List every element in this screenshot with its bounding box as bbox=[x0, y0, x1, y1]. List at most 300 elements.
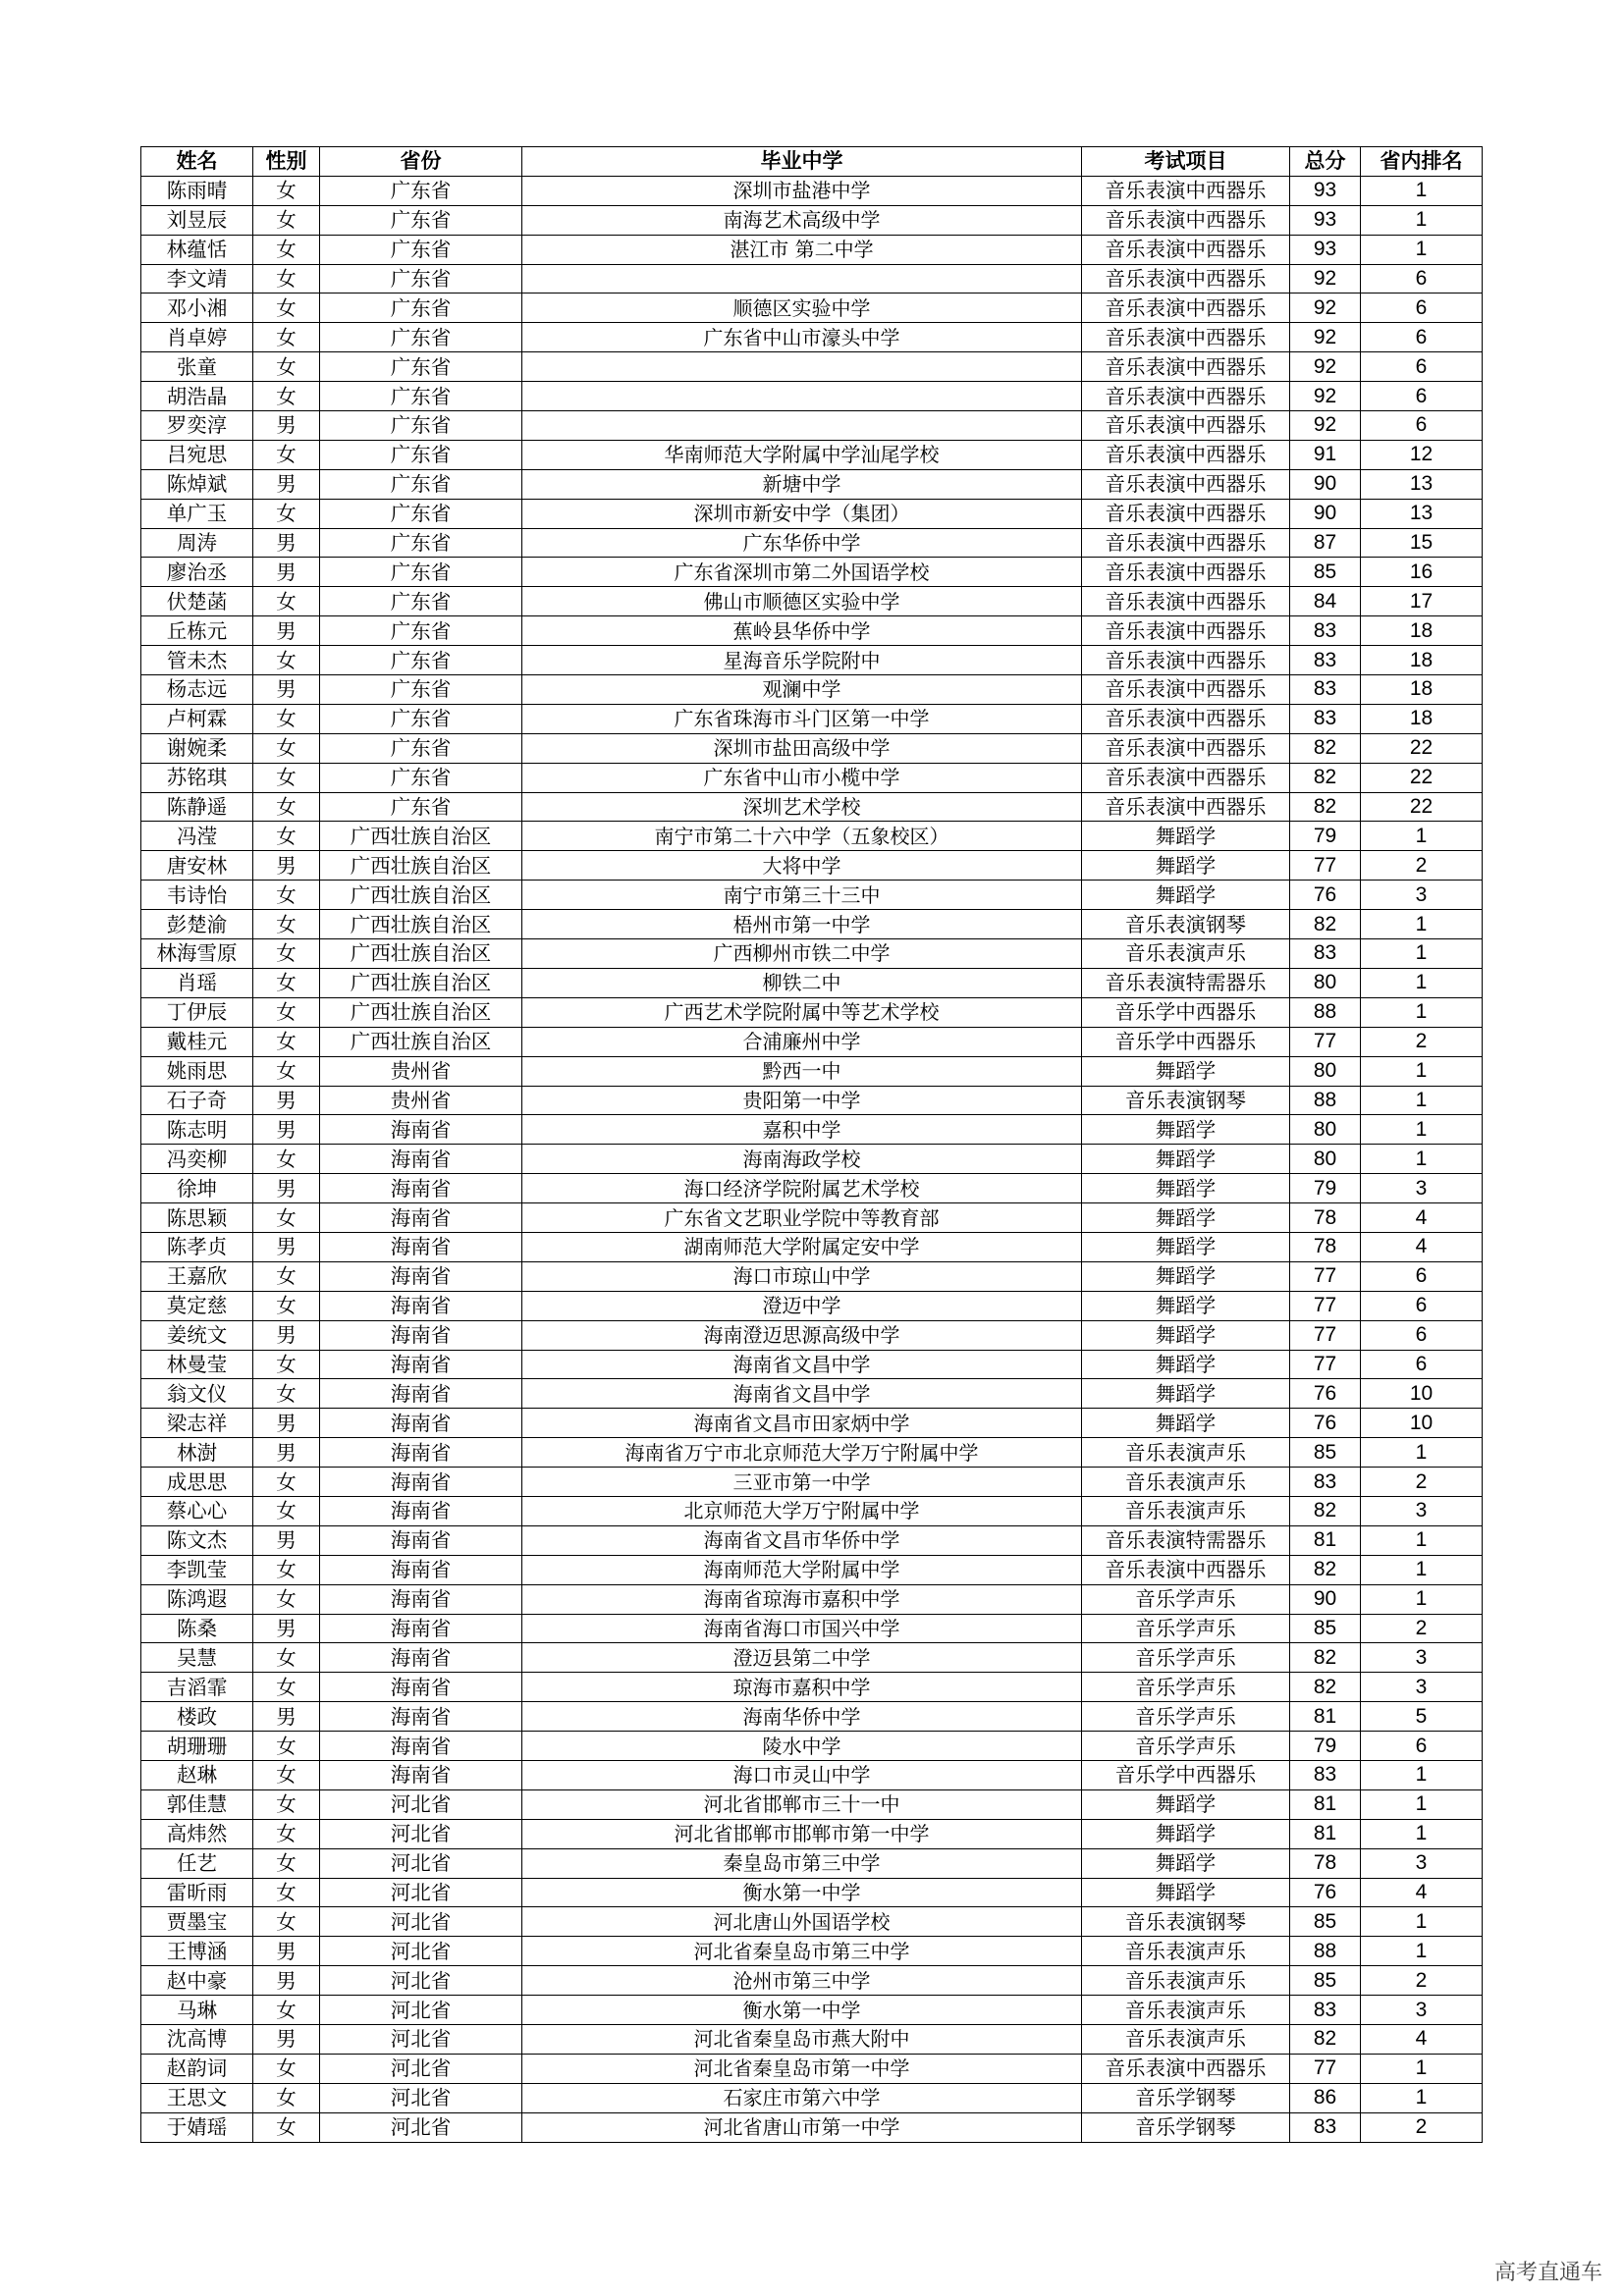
cell-province: 河北省 bbox=[320, 1848, 522, 1878]
cell-exam-subject: 音乐表演中西器乐 bbox=[1082, 587, 1290, 616]
table-row bbox=[141, 1760, 1483, 1789]
cell-school: 广东省中山市小榄中学 bbox=[522, 763, 1082, 792]
table-row bbox=[141, 1819, 1483, 1848]
cell-name: 陈思颖 bbox=[141, 1203, 253, 1233]
table-row bbox=[141, 2054, 1483, 2083]
table-row bbox=[141, 440, 1483, 469]
cell-province: 河北省 bbox=[320, 2025, 522, 2055]
cell-school: 海南省文昌中学 bbox=[522, 1350, 1082, 1379]
cell-province: 河北省 bbox=[320, 1996, 522, 2025]
cell-province-rank: 1 bbox=[1361, 1907, 1483, 1937]
cell-total-score: 83 bbox=[1290, 616, 1361, 646]
cell-province-rank: 3 bbox=[1361, 1673, 1483, 1702]
cell-school: 新塘中学 bbox=[522, 469, 1082, 499]
header-row bbox=[141, 147, 1483, 177]
cell-gender: 女 bbox=[253, 1291, 320, 1320]
cell-gender: 女 bbox=[253, 294, 320, 323]
cell-exam-subject: 音乐表演中西器乐 bbox=[1082, 499, 1290, 528]
cell-gender: 女 bbox=[253, 763, 320, 792]
cell-province-rank: 3 bbox=[1361, 1496, 1483, 1525]
cell-province: 河北省 bbox=[320, 1966, 522, 1996]
cell-gender: 女 bbox=[253, 1584, 320, 1614]
cell-total-score: 81 bbox=[1290, 1702, 1361, 1732]
table-row bbox=[141, 1203, 1483, 1233]
cell-name: 冯奕柳 bbox=[141, 1145, 253, 1174]
cell-province-rank: 1 bbox=[1361, 1115, 1483, 1145]
cell-province-rank: 6 bbox=[1361, 411, 1483, 441]
cell-gender: 男 bbox=[253, 2025, 320, 2055]
cell-province-rank: 22 bbox=[1361, 763, 1483, 792]
cell-province-rank: 4 bbox=[1361, 1232, 1483, 1261]
cell-exam-subject: 音乐表演特需器乐 bbox=[1082, 968, 1290, 997]
cell-school: 湛江市 第二中学 bbox=[522, 235, 1082, 264]
cell-gender: 男 bbox=[253, 1174, 320, 1203]
cell-province-rank: 6 bbox=[1361, 1320, 1483, 1350]
table-row bbox=[141, 968, 1483, 997]
cell-province: 海南省 bbox=[320, 1115, 522, 1145]
cell-province-rank: 3 bbox=[1361, 1996, 1483, 2025]
cell-total-score: 77 bbox=[1290, 1320, 1361, 1350]
table-row bbox=[141, 910, 1483, 939]
table-row bbox=[141, 2112, 1483, 2142]
table-row bbox=[141, 1966, 1483, 1996]
cell-province-rank: 6 bbox=[1361, 382, 1483, 411]
cell-province: 海南省 bbox=[320, 1409, 522, 1438]
cell-total-score: 78 bbox=[1290, 1203, 1361, 1233]
cell-school: 华南师范大学附属中学汕尾学校 bbox=[522, 440, 1082, 469]
cell-province: 广东省 bbox=[320, 352, 522, 382]
table-row bbox=[141, 1115, 1483, 1145]
cell-school: 河北唐山外国语学校 bbox=[522, 1907, 1082, 1937]
cell-total-score: 82 bbox=[1290, 1496, 1361, 1525]
cell-exam-subject: 音乐表演中西器乐 bbox=[1082, 792, 1290, 822]
cell-province-rank: 2 bbox=[1361, 851, 1483, 881]
cell-school: 河北省秦皇岛市第一中学 bbox=[522, 2054, 1082, 2083]
table-row bbox=[141, 1525, 1483, 1555]
cell-total-score: 79 bbox=[1290, 1174, 1361, 1203]
cell-province-rank: 1 bbox=[1361, 1789, 1483, 1819]
cell-school: 沧州市第三中学 bbox=[522, 1966, 1082, 1996]
header-school: 毕业中学 bbox=[522, 147, 1082, 177]
cell-province: 贵州省 bbox=[320, 1056, 522, 1086]
cell-gender: 女 bbox=[253, 1760, 320, 1789]
cell-province-rank: 6 bbox=[1361, 1350, 1483, 1379]
cell-province-rank: 2 bbox=[1361, 1614, 1483, 1643]
cell-exam-subject: 舞蹈学 bbox=[1082, 881, 1290, 910]
cell-school: 广东省深圳市第二外国语学校 bbox=[522, 558, 1082, 587]
cell-name: 王博涵 bbox=[141, 1937, 253, 1966]
cell-exam-subject: 音乐学钢琴 bbox=[1082, 2083, 1290, 2112]
cell-name: 马琳 bbox=[141, 1996, 253, 2025]
cell-gender: 女 bbox=[253, 1027, 320, 1056]
cell-name: 陈焯斌 bbox=[141, 469, 253, 499]
cell-school: 广西柳州市铁二中学 bbox=[522, 939, 1082, 969]
cell-province-rank: 4 bbox=[1361, 2025, 1483, 2055]
cell-school: 河北省邯郸市邯郸市第一中学 bbox=[522, 1819, 1082, 1848]
cell-province: 广西壮族自治区 bbox=[320, 1027, 522, 1056]
cell-name: 唐安林 bbox=[141, 851, 253, 881]
cell-school: 贵阳第一中学 bbox=[522, 1086, 1082, 1115]
cell-school: 海口经济学院附属艺术学校 bbox=[522, 1174, 1082, 1203]
cell-province: 海南省 bbox=[320, 1614, 522, 1643]
cell-school: 三亚市第一中学 bbox=[522, 1468, 1082, 1497]
cell-exam-subject: 音乐表演声乐 bbox=[1082, 1468, 1290, 1497]
table-row bbox=[141, 1937, 1483, 1966]
cell-province: 海南省 bbox=[320, 1702, 522, 1732]
cell-province: 海南省 bbox=[320, 1174, 522, 1203]
table-body bbox=[141, 176, 1483, 2142]
cell-name: 韦诗怡 bbox=[141, 881, 253, 910]
cell-name: 肖瑶 bbox=[141, 968, 253, 997]
cell-name: 陈静遥 bbox=[141, 792, 253, 822]
table-row bbox=[141, 469, 1483, 499]
cell-school: 湖南师范大学附属定安中学 bbox=[522, 1232, 1082, 1261]
cell-province: 海南省 bbox=[320, 1555, 522, 1584]
cell-name: 赵中豪 bbox=[141, 1966, 253, 1996]
admission-table bbox=[140, 146, 1483, 2143]
cell-province: 海南省 bbox=[320, 1232, 522, 1261]
cell-exam-subject: 舞蹈学 bbox=[1082, 1789, 1290, 1819]
cell-name: 伏楚菡 bbox=[141, 587, 253, 616]
cell-total-score: 82 bbox=[1290, 733, 1361, 763]
cell-exam-subject: 音乐表演中西器乐 bbox=[1082, 646, 1290, 675]
table-row bbox=[141, 1732, 1483, 1761]
cell-name: 单广玉 bbox=[141, 499, 253, 528]
cell-province: 广东省 bbox=[320, 294, 522, 323]
cell-province: 广西壮族自治区 bbox=[320, 968, 522, 997]
table-row bbox=[141, 323, 1483, 352]
cell-gender: 女 bbox=[253, 1789, 320, 1819]
cell-total-score: 82 bbox=[1290, 2025, 1361, 2055]
cell-name: 王嘉欣 bbox=[141, 1261, 253, 1291]
cell-total-score: 79 bbox=[1290, 1732, 1361, 1761]
cell-province-rank: 1 bbox=[1361, 1438, 1483, 1468]
cell-total-score: 83 bbox=[1290, 939, 1361, 969]
cell-exam-subject: 音乐学钢琴 bbox=[1082, 2112, 1290, 2142]
cell-gender: 女 bbox=[253, 235, 320, 264]
cell-total-score: 82 bbox=[1290, 1673, 1361, 1702]
cell-name: 张童 bbox=[141, 352, 253, 382]
cell-total-score: 92 bbox=[1290, 352, 1361, 382]
cell-name: 胡珊珊 bbox=[141, 1732, 253, 1761]
cell-name: 姜统文 bbox=[141, 1320, 253, 1350]
cell-name: 王思文 bbox=[141, 2083, 253, 2112]
cell-gender: 女 bbox=[253, 997, 320, 1027]
cell-total-score: 85 bbox=[1290, 1966, 1361, 1996]
cell-school: 黔西一中 bbox=[522, 1056, 1082, 1086]
cell-school: 澄迈中学 bbox=[522, 1291, 1082, 1320]
cell-province-rank: 1 bbox=[1361, 1937, 1483, 1966]
table-row bbox=[141, 1409, 1483, 1438]
cell-province-rank: 1 bbox=[1361, 1145, 1483, 1174]
cell-total-score: 76 bbox=[1290, 1878, 1361, 1907]
cell-exam-subject: 音乐学声乐 bbox=[1082, 1673, 1290, 1702]
cell-exam-subject: 舞蹈学 bbox=[1082, 1056, 1290, 1086]
cell-province: 海南省 bbox=[320, 1760, 522, 1789]
cell-exam-subject: 舞蹈学 bbox=[1082, 851, 1290, 881]
cell-exam-subject: 舞蹈学 bbox=[1082, 1115, 1290, 1145]
cell-province-rank: 3 bbox=[1361, 1174, 1483, 1203]
cell-exam-subject: 舞蹈学 bbox=[1082, 1409, 1290, 1438]
cell-name: 沈高博 bbox=[141, 2025, 253, 2055]
cell-school: 河北省唐山市第一中学 bbox=[522, 2112, 1082, 2142]
table-row bbox=[141, 587, 1483, 616]
header-exam-subject: 考试项目 bbox=[1082, 147, 1290, 177]
table-row bbox=[141, 235, 1483, 264]
cell-name: 林蕴恬 bbox=[141, 235, 253, 264]
cell-school: 海南省海口市国兴中学 bbox=[522, 1614, 1082, 1643]
cell-total-score: 85 bbox=[1290, 1907, 1361, 1937]
cell-school: 河北省秦皇岛市燕大附中 bbox=[522, 2025, 1082, 2055]
cell-name: 吕宛思 bbox=[141, 440, 253, 469]
cell-province: 贵州省 bbox=[320, 1086, 522, 1115]
cell-name: 陈鸿遐 bbox=[141, 1584, 253, 1614]
cell-gender: 女 bbox=[253, 881, 320, 910]
cell-gender: 女 bbox=[253, 1732, 320, 1761]
cell-gender: 男 bbox=[253, 1966, 320, 1996]
cell-name: 莫定慈 bbox=[141, 1291, 253, 1320]
cell-school: 深圳市盐田高级中学 bbox=[522, 733, 1082, 763]
cell-school: 琼海市嘉积中学 bbox=[522, 1673, 1082, 1702]
cell-total-score: 78 bbox=[1290, 1848, 1361, 1878]
cell-name: 冯滢 bbox=[141, 822, 253, 851]
cell-total-score: 83 bbox=[1290, 646, 1361, 675]
cell-province-rank: 4 bbox=[1361, 1203, 1483, 1233]
cell-exam-subject: 音乐表演中西器乐 bbox=[1082, 704, 1290, 733]
cell-name: 谢婉柔 bbox=[141, 733, 253, 763]
cell-name: 陈志明 bbox=[141, 1115, 253, 1145]
table-row bbox=[141, 176, 1483, 205]
cell-gender: 女 bbox=[253, 176, 320, 205]
cell-province: 海南省 bbox=[320, 1379, 522, 1409]
cell-gender: 女 bbox=[253, 822, 320, 851]
cell-exam-subject: 音乐表演声乐 bbox=[1082, 1996, 1290, 2025]
table-row bbox=[141, 205, 1483, 235]
cell-province: 河北省 bbox=[320, 2054, 522, 2083]
cell-name: 赵韵词 bbox=[141, 2054, 253, 2083]
cell-province-rank: 12 bbox=[1361, 440, 1483, 469]
cell-province-rank: 6 bbox=[1361, 323, 1483, 352]
cell-total-score: 93 bbox=[1290, 205, 1361, 235]
cell-name: 刘昱辰 bbox=[141, 205, 253, 235]
cell-total-score: 80 bbox=[1290, 1056, 1361, 1086]
cell-province-rank: 18 bbox=[1361, 616, 1483, 646]
cell-exam-subject: 音乐表演中西器乐 bbox=[1082, 176, 1290, 205]
cell-gender: 女 bbox=[253, 2054, 320, 2083]
cell-gender: 女 bbox=[253, 1203, 320, 1233]
cell-exam-subject: 音乐学中西器乐 bbox=[1082, 997, 1290, 1027]
cell-total-score: 93 bbox=[1290, 235, 1361, 264]
cell-province: 海南省 bbox=[320, 1732, 522, 1761]
cell-total-score: 83 bbox=[1290, 704, 1361, 733]
header-gender: 性别 bbox=[253, 147, 320, 177]
cell-total-score: 82 bbox=[1290, 792, 1361, 822]
cell-province-rank: 3 bbox=[1361, 881, 1483, 910]
cell-exam-subject: 音乐表演声乐 bbox=[1082, 1966, 1290, 1996]
cell-province: 广西壮族自治区 bbox=[320, 822, 522, 851]
cell-school: 广东华侨中学 bbox=[522, 528, 1082, 558]
cell-name: 李凯莹 bbox=[141, 1555, 253, 1584]
cell-school: 海南省文昌市田家炳中学 bbox=[522, 1409, 1082, 1438]
cell-name: 周涛 bbox=[141, 528, 253, 558]
cell-exam-subject: 音乐表演中西器乐 bbox=[1082, 528, 1290, 558]
cell-school: 柳铁二中 bbox=[522, 968, 1082, 997]
cell-name: 李文靖 bbox=[141, 264, 253, 294]
cell-province: 广东省 bbox=[320, 499, 522, 528]
cell-name: 胡浩晶 bbox=[141, 382, 253, 411]
cell-province: 海南省 bbox=[320, 1261, 522, 1291]
cell-name: 丁伊辰 bbox=[141, 997, 253, 1027]
cell-total-score: 93 bbox=[1290, 176, 1361, 205]
cell-province: 广东省 bbox=[320, 323, 522, 352]
cell-gender: 女 bbox=[253, 1673, 320, 1702]
cell-name: 陈文杰 bbox=[141, 1525, 253, 1555]
cell-exam-subject: 音乐表演中西器乐 bbox=[1082, 205, 1290, 235]
cell-province-rank: 22 bbox=[1361, 792, 1483, 822]
table-row bbox=[141, 1468, 1483, 1497]
cell-school: 衡水第一中学 bbox=[522, 1878, 1082, 1907]
cell-exam-subject: 音乐学中西器乐 bbox=[1082, 1760, 1290, 1789]
cell-school: 澄迈县第二中学 bbox=[522, 1643, 1082, 1673]
cell-name: 管未杰 bbox=[141, 646, 253, 675]
cell-province-rank: 1 bbox=[1361, 968, 1483, 997]
table-row bbox=[141, 1086, 1483, 1115]
cell-name: 肖卓婷 bbox=[141, 323, 253, 352]
cell-province-rank: 1 bbox=[1361, 1555, 1483, 1584]
cell-province-rank: 1 bbox=[1361, 1056, 1483, 1086]
cell-name: 陈孝贞 bbox=[141, 1232, 253, 1261]
cell-province: 海南省 bbox=[320, 1584, 522, 1614]
cell-exam-subject: 音乐表演中西器乐 bbox=[1082, 235, 1290, 264]
cell-gender: 女 bbox=[253, 2083, 320, 2112]
cell-province: 广东省 bbox=[320, 792, 522, 822]
cell-gender: 女 bbox=[253, 646, 320, 675]
cell-exam-subject: 音乐表演中西器乐 bbox=[1082, 294, 1290, 323]
cell-gender: 女 bbox=[253, 968, 320, 997]
cell-name: 戴桂元 bbox=[141, 1027, 253, 1056]
cell-school bbox=[522, 352, 1082, 382]
cell-name: 成思思 bbox=[141, 1468, 253, 1497]
cell-province: 广西壮族自治区 bbox=[320, 939, 522, 969]
watermark: 高考直通车 bbox=[1493, 2261, 1602, 2285]
cell-province-rank: 4 bbox=[1361, 1878, 1483, 1907]
table-row bbox=[141, 1027, 1483, 1056]
table-row bbox=[141, 851, 1483, 881]
cell-total-score: 92 bbox=[1290, 323, 1361, 352]
table-row bbox=[141, 2083, 1483, 2112]
cell-school: 深圳市盐港中学 bbox=[522, 176, 1082, 205]
cell-gender: 男 bbox=[253, 616, 320, 646]
table-row bbox=[141, 704, 1483, 733]
cell-school: 星海音乐学院附中 bbox=[522, 646, 1082, 675]
cell-province-rank: 1 bbox=[1361, 2054, 1483, 2083]
cell-name: 任艺 bbox=[141, 1848, 253, 1878]
cell-gender: 男 bbox=[253, 1525, 320, 1555]
cell-gender: 女 bbox=[253, 1555, 320, 1584]
cell-gender: 女 bbox=[253, 264, 320, 294]
cell-total-score: 85 bbox=[1290, 1614, 1361, 1643]
cell-name: 蔡心心 bbox=[141, 1496, 253, 1525]
cell-province-rank: 1 bbox=[1361, 910, 1483, 939]
cell-gender: 女 bbox=[253, 1496, 320, 1525]
cell-school: 秦皇岛市第三中学 bbox=[522, 1848, 1082, 1878]
cell-exam-subject: 音乐表演中西器乐 bbox=[1082, 763, 1290, 792]
cell-province: 海南省 bbox=[320, 1291, 522, 1320]
cell-province: 广西壮族自治区 bbox=[320, 997, 522, 1027]
cell-name: 楼政 bbox=[141, 1702, 253, 1732]
cell-total-score: 90 bbox=[1290, 469, 1361, 499]
cell-school: 大将中学 bbox=[522, 851, 1082, 881]
cell-school: 广东省文艺职业学院中等教育部 bbox=[522, 1203, 1082, 1233]
cell-exam-subject: 舞蹈学 bbox=[1082, 1291, 1290, 1320]
cell-exam-subject: 音乐表演钢琴 bbox=[1082, 910, 1290, 939]
cell-gender: 男 bbox=[253, 411, 320, 441]
cell-province: 广西壮族自治区 bbox=[320, 881, 522, 910]
cell-exam-subject: 音乐表演中西器乐 bbox=[1082, 1555, 1290, 1584]
cell-province: 海南省 bbox=[320, 1525, 522, 1555]
table-row bbox=[141, 1673, 1483, 1702]
table-row bbox=[141, 1878, 1483, 1907]
cell-gender: 女 bbox=[253, 1643, 320, 1673]
cell-exam-subject: 舞蹈学 bbox=[1082, 1203, 1290, 1233]
cell-school: 陵水中学 bbox=[522, 1732, 1082, 1761]
cell-province-rank: 6 bbox=[1361, 1732, 1483, 1761]
table-row bbox=[141, 881, 1483, 910]
cell-school: 海南省文昌市华侨中学 bbox=[522, 1525, 1082, 1555]
cell-exam-subject: 舞蹈学 bbox=[1082, 1145, 1290, 1174]
cell-province: 海南省 bbox=[320, 1643, 522, 1673]
cell-gender: 女 bbox=[253, 1350, 320, 1379]
cell-province: 广东省 bbox=[320, 587, 522, 616]
cell-province-rank: 17 bbox=[1361, 587, 1483, 616]
cell-name: 罗奕淳 bbox=[141, 411, 253, 441]
cell-province-rank: 13 bbox=[1361, 499, 1483, 528]
table-row bbox=[141, 2025, 1483, 2055]
table-row bbox=[141, 939, 1483, 969]
header-total-score: 总分 bbox=[1290, 147, 1361, 177]
cell-school: 河北省秦皇岛市第三中学 bbox=[522, 1937, 1082, 1966]
cell-total-score: 77 bbox=[1290, 1291, 1361, 1320]
table-row bbox=[141, 763, 1483, 792]
table-row bbox=[141, 822, 1483, 851]
cell-gender: 女 bbox=[253, 939, 320, 969]
cell-school: 深圳市新安中学（集团） bbox=[522, 499, 1082, 528]
cell-total-score: 82 bbox=[1290, 910, 1361, 939]
cell-exam-subject: 舞蹈学 bbox=[1082, 1320, 1290, 1350]
cell-province-rank: 1 bbox=[1361, 1584, 1483, 1614]
cell-total-score: 92 bbox=[1290, 411, 1361, 441]
cell-name: 陈桑 bbox=[141, 1614, 253, 1643]
cell-gender: 男 bbox=[253, 1614, 320, 1643]
cell-exam-subject: 舞蹈学 bbox=[1082, 1379, 1290, 1409]
cell-school: 南宁市第二十六中学（五象校区） bbox=[522, 822, 1082, 851]
cell-total-score: 83 bbox=[1290, 2112, 1361, 2142]
cell-exam-subject: 音乐表演中西器乐 bbox=[1082, 411, 1290, 441]
cell-province-rank: 1 bbox=[1361, 1086, 1483, 1115]
cell-province-rank: 2 bbox=[1361, 1027, 1483, 1056]
cell-exam-subject: 音乐表演中西器乐 bbox=[1082, 616, 1290, 646]
table-row bbox=[141, 1496, 1483, 1525]
cell-province-rank: 1 bbox=[1361, 939, 1483, 969]
cell-school: 海南澄迈思源高级中学 bbox=[522, 1320, 1082, 1350]
cell-total-score: 78 bbox=[1290, 1232, 1361, 1261]
table-row bbox=[141, 675, 1483, 705]
cell-gender: 男 bbox=[253, 1232, 320, 1261]
cell-province-rank: 16 bbox=[1361, 558, 1483, 587]
cell-province: 广东省 bbox=[320, 382, 522, 411]
table-row bbox=[141, 997, 1483, 1027]
cell-gender: 女 bbox=[253, 1848, 320, 1878]
